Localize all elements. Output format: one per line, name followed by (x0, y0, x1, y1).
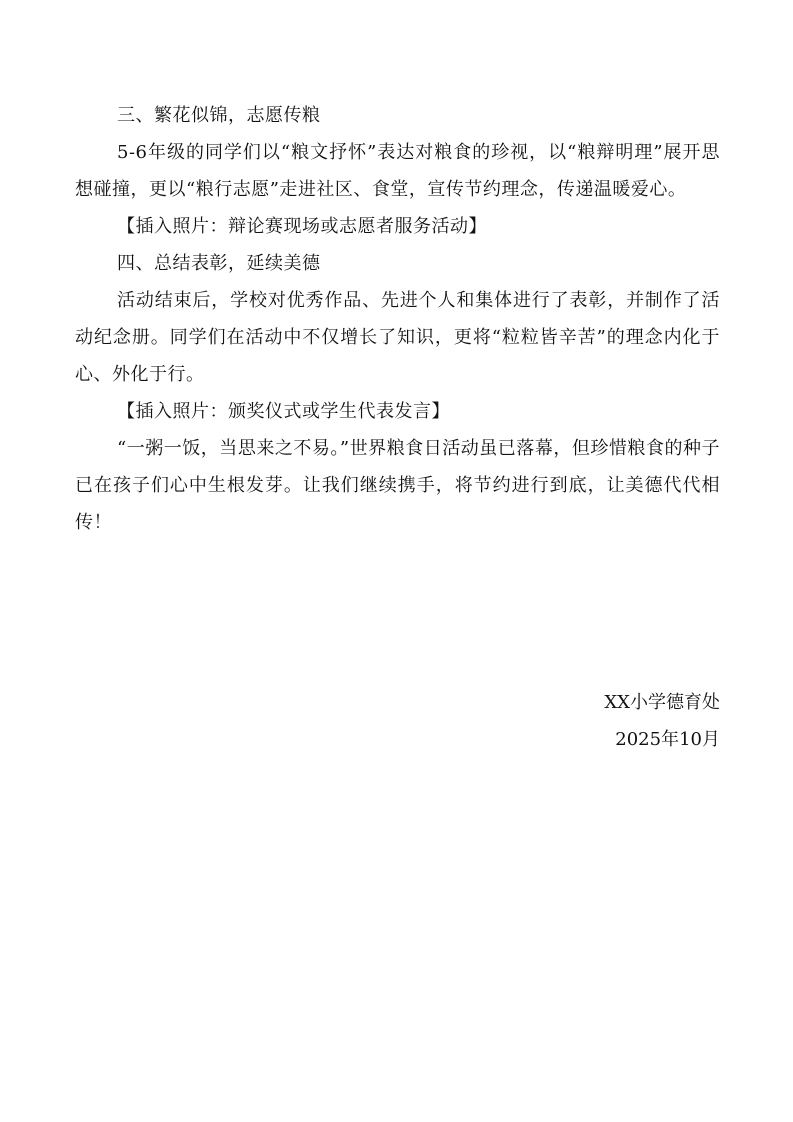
signature-organization: XX小学德育处 (604, 692, 720, 713)
paragraph-grade-5-6: 5-6年级的同学们以“粮文抒怀”表达对粮食的珍视，以“粮辩明理”展开思想碰撞，更以“粮行志愿”走进社区、食堂，宣传节约理念，传递温暖爱心。 (75, 142, 720, 200)
document-body (75, 97, 720, 541)
section-heading-3: 三、繁花似锦，志愿传粮 (117, 105, 321, 126)
photo-placeholder-debate: 【插入照片：辩论赛现场或志愿者服务活动】 (117, 216, 487, 237)
section-heading-4: 四、总结表彰，延续美德 (117, 253, 321, 274)
signature-block (420, 684, 720, 758)
paragraph-conclusion: “一粥一饭，当思来之不易。”世界粮食日活动虽已落幕，但珍惜粮食的种子已在孩子们心中生根发芽。让我们继续携手，将节约进行到底，让美德代代相传！ (75, 438, 720, 533)
signature-date: 2025年10月 (615, 729, 720, 750)
photo-placeholder-awards: 【插入照片：颁奖仪式或学生代表发言】 (117, 401, 450, 422)
paragraph-awards: 活动结束后，学校对优秀作品、先进个人和集体进行了表彰，并制作了活动纪念册。同学们在活动中不仅增长了知识，更将“粒粒皆辛苦”的理念内化于心、外化于行。 (75, 290, 720, 385)
